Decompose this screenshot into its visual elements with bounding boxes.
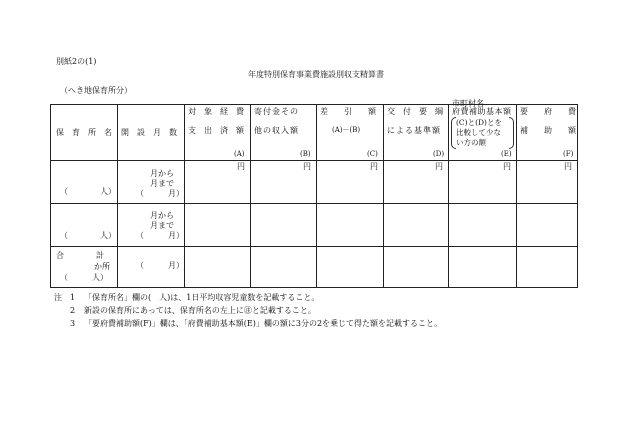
header-kifu-line2: 他の収入額 — [254, 126, 299, 135]
note-1-text: 「保育所名」欄の( 人)は、1日平均収容児童数を記載すること。 — [84, 293, 320, 302]
header-kofu-line1: 交 付 要 綱 — [387, 107, 443, 116]
header-hojo-line4: い方の額 — [456, 138, 486, 147]
total-label: 合 計 — [56, 251, 104, 260]
col-divider-5 — [383, 104, 384, 288]
row1-month-to: 月まで — [150, 179, 174, 188]
form-id: 別紙2の(1) — [56, 57, 97, 66]
total-people[interactable]: （ 人） — [60, 273, 108, 282]
table-bottom-border — [50, 287, 577, 288]
document-title: 年度特別保育事業費施設別収支精算書 — [248, 70, 384, 79]
table-right-border — [577, 104, 578, 288]
row1-unit-e: 円 — [503, 162, 511, 171]
header-yofu-line2: 補 助 額 — [520, 126, 576, 135]
header-kifu-line1: 寄付金その — [254, 107, 299, 116]
header-sahiki-line2: (A)－(B) — [332, 126, 361, 134]
col-divider-1 — [117, 104, 118, 288]
row2-months[interactable]: （ 月） — [136, 231, 184, 240]
row2-name[interactable]: （ 人） — [60, 231, 116, 240]
header-kifu-mark: (B) — [300, 150, 311, 158]
table-left-border — [50, 104, 51, 288]
note-3-text: 「要府費補助額(F)」欄は、「府費補助基本額(E)」欄の額に3分の2を乗じて得た額を記載すること。 — [84, 319, 443, 328]
total-months[interactable]: （ 月） — [136, 261, 184, 270]
row1-unit-c: 円 — [370, 162, 378, 171]
note-3-number: 3 — [70, 319, 76, 328]
row2-month-to: 月まで — [150, 221, 174, 230]
note-2-text: 新設の保育所にあっては、保育所名の左上に㊟と記載すること。 — [84, 306, 316, 315]
row1-unit-f: 円 — [564, 162, 572, 171]
note-1-number: 注 1 — [54, 293, 76, 302]
header-hojo-mark: (E) — [501, 150, 512, 158]
row1-month-from: 月から — [150, 169, 174, 178]
header-taisho-mark: (A) — [234, 150, 245, 158]
header-hoikusho: 保 育 所 名 — [56, 128, 112, 137]
row1-unit-b: 円 — [303, 162, 311, 171]
header-hojo-line2: (C)と(D)とを — [456, 118, 502, 127]
col-divider-4 — [316, 104, 317, 288]
table-top-border — [50, 104, 577, 105]
row2-month-from: 月から — [150, 211, 174, 220]
row1-months[interactable]: （ 月） — [136, 189, 184, 198]
row1-name[interactable]: （ 人） — [60, 187, 116, 196]
header-taisho-line1: 対 象 経 費 — [188, 107, 244, 116]
header-sahiki-mark: (C) — [367, 150, 378, 158]
header-kofu-mark: (D) — [433, 150, 445, 158]
header-hojo-line3: 比較して少な — [456, 128, 501, 137]
document-subtitle: （へき地保育所分） — [60, 86, 132, 95]
note-2-number: 2 — [70, 306, 76, 315]
header-hojo-line1: 府費補助基本額 — [452, 107, 512, 116]
row1-bottom-line — [50, 203, 577, 204]
col-divider-6 — [448, 104, 449, 288]
header-kaisetsu: 開 設 月 数 — [121, 128, 177, 137]
header-yofu-line1: 要 府 費 — [520, 107, 576, 116]
hojo-right-bracket — [509, 117, 514, 149]
col-divider-2 — [184, 104, 185, 288]
total-count-label: か所 — [94, 262, 110, 271]
col-divider-7 — [516, 104, 517, 288]
header-yofu-mark: (F) — [563, 150, 574, 158]
header-taisho-line2: 支 出 済 額 — [188, 126, 244, 135]
header-sahiki-line1: 差 引 額 — [320, 107, 376, 116]
col-divider-3 — [250, 104, 251, 288]
row2-bottom-line — [50, 246, 577, 247]
header-bottom-line — [50, 160, 577, 161]
row1-unit-a: 円 — [237, 162, 245, 171]
header-kofu-line2: による基準額 — [387, 126, 441, 135]
row1-unit-d: 円 — [435, 162, 443, 171]
